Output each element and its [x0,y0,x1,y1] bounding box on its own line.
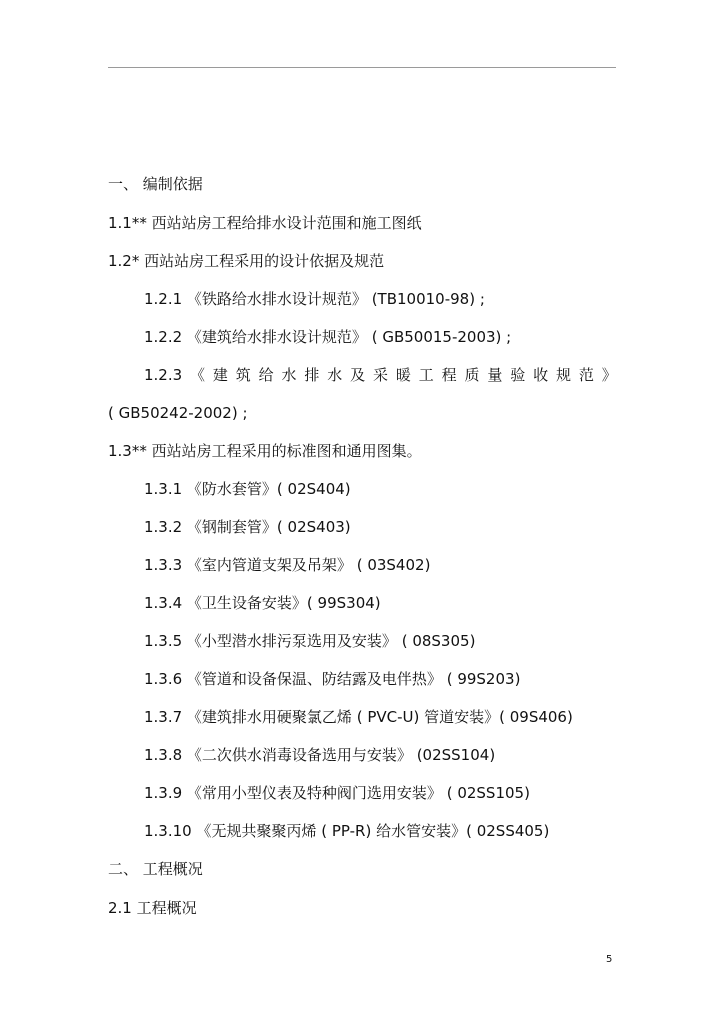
item-1-3-7: 1.3.7 《建筑排水用硬聚氯乙烯 ( PVC-U) 管道安装》( 09S406) [144,708,573,726]
item-1-2-3-char: 排 [304,366,320,384]
item-1-2-3-char: 水 [327,366,343,384]
section-1-2: 1.2* 西站站房工程采用的设计依据及规范 [108,252,385,270]
section-1-3: 1.3** 西站站房工程采用的标准图和通用图集。 [108,442,422,460]
section-2-1: 2.1 工程概况 [108,899,197,917]
item-1-2-3-char: 范 [578,366,594,384]
item-1-2-3-char: 建 [212,366,228,384]
item-1-2-3 [144,365,617,385]
section-1-1: 1.1** 西站站房工程给排水设计范围和施工图纸 [108,214,422,232]
item-1-3-8: 1.3.8 《二次供水消毒设备选用与安装》 (02SS104) [144,746,496,764]
header-rule [108,67,616,68]
item-1-2-2: 1.2.2 《建筑给水排水设计规范》 ( GB50015-2003) ; [144,328,512,346]
item-1-2-3-char: 验 [510,366,526,384]
item-1-2-3-char: 程 [441,366,457,384]
item-1-3-2: 1.3.2 《钢制套管》( 02S403) [144,518,351,536]
item-1-2-3-number: 1.2.3 [144,366,183,384]
item-1-2-3-char: 《 [190,366,206,384]
item-1-2-1: 1.2.1 《铁路给水排水设计规范》 (TB10010-98) ; [144,290,485,308]
item-1-3-10: 1.3.10 《无规共聚聚丙烯 ( PP-R) 给水管安装》( 02SS405) [144,822,550,840]
item-1-3-3: 1.3.3 《室内管道支架及吊架》 ( 03S402) [144,556,431,574]
item-1-2-3-char: 水 [281,366,297,384]
item-1-2-3-char: 暖 [395,366,411,384]
item-1-2-3-char: 给 [258,366,274,384]
item-1-2-3-char: 量 [487,366,503,384]
item-1-3-4: 1.3.4 《卫生设备安装》( 99S304) [144,594,381,612]
item-1-3-5: 1.3.5 《小型潜水排污泵选用及安装》 ( 08S305) [144,632,476,650]
item-1-2-3-char: 工 [418,366,434,384]
item-1-3-9: 1.3.9 《常用小型仪表及特种阀门选用安装》 ( 02SS105) [144,784,530,802]
item-1-2-3-char: 》 [601,366,617,384]
heading-compilation-basis: 一、 编制依据 [108,175,203,193]
page-number: 5 [606,954,613,965]
item-1-3-6: 1.3.6 《管道和设备保温、防结露及电伴热》 ( 99S203) [144,670,521,688]
item-1-2-3-char: 规 [556,366,572,384]
item-1-2-3-char: 收 [533,366,549,384]
item-1-3-1: 1.3.1 《防水套管》( 02S404) [144,480,351,498]
item-1-2-3-char: 及 [350,366,366,384]
heading-project-overview: 二、 工程概况 [108,860,203,878]
item-1-2-3-char: 采 [373,366,389,384]
item-1-2-3-char: 筑 [235,366,251,384]
item-1-2-3-char: 质 [464,366,480,384]
item-1-2-3-continuation: ( GB50242-2002) ; [108,404,248,422]
